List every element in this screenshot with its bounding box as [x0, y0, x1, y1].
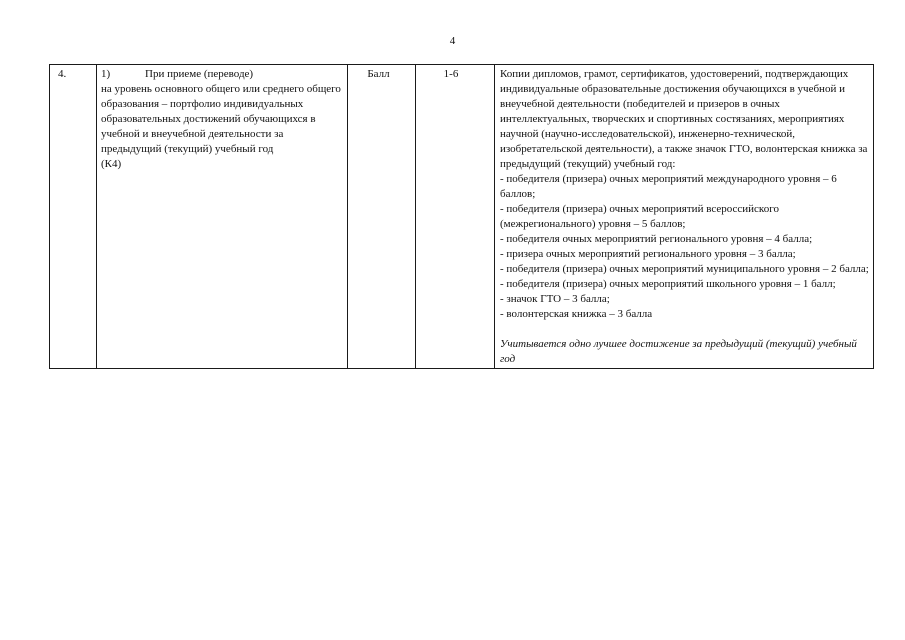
- list-item: - волонтерская книжка – 3 балла: [500, 308, 653, 320]
- unit-cell: [348, 65, 416, 369]
- list-item: - значок ГТО – 3 балла;: [500, 293, 610, 305]
- criteria-table: [49, 64, 874, 369]
- criterion-cell: [97, 65, 348, 369]
- criterion-marker: 1): [101, 68, 111, 80]
- page-number: 4: [449, 35, 456, 47]
- row-number: 4.: [58, 68, 67, 80]
- documents-cell: [495, 65, 874, 369]
- list-item: - призера очных мероприятий регионального уровня – 3 балла;: [500, 248, 796, 260]
- criterion-heading: [101, 67, 343, 82]
- list-item: - победителя (призера) очных мероприятий всероссийского (межрегионального) уровня – 5 баллов;: [500, 203, 779, 230]
- criterion-code: (К4): [101, 158, 122, 170]
- row-number-cell: [50, 65, 97, 369]
- list-item: - победителя (призера) очных мероприятий муниципального уровня – 2 балла;: [500, 263, 869, 275]
- criterion-text: на уровень основного общего или среднего общего образования – портфолио индивидуальных образовательных достижений обучающихся в учебной и внеучебной деятельности за предыдущий (текущий) учебный год: [101, 83, 341, 155]
- list-item: - победителя очных мероприятий регионального уровня – 4 балла;: [500, 233, 813, 245]
- table-row: [50, 65, 874, 369]
- unit-label: Балл: [367, 68, 390, 80]
- list-item: - победителя (призера) очных мероприятий школьного уровня – 1 балл;: [500, 278, 836, 290]
- score-range: 1-6: [443, 68, 459, 80]
- list-item: - победителя (призера) очных мероприятий международного уровня – 6 баллов;: [500, 173, 837, 200]
- criterion-title: При приеме (переводе): [145, 68, 254, 80]
- documents-intro: Копии дипломов, грамот, сертификатов, удостоверений, подтверждающих индивидуальные образовательные достижения обучающихся в учебной и внеучебной деятельности (победителей и призеров в очных интеллектуальных, творческих и спортивных состязаниях, мероприятиях научной (научно-исследовательской), инженерно-технической, изобретательской деятельности), а также значок ГТО, волонтерская книжка за предыдущий (текущий) учебный год:: [500, 68, 868, 170]
- documents-note: Учитывается одно лучшее достижение за предыдущий (текущий) учебный год: [500, 338, 857, 365]
- range-cell: [416, 65, 495, 369]
- documents-list: [500, 172, 869, 322]
